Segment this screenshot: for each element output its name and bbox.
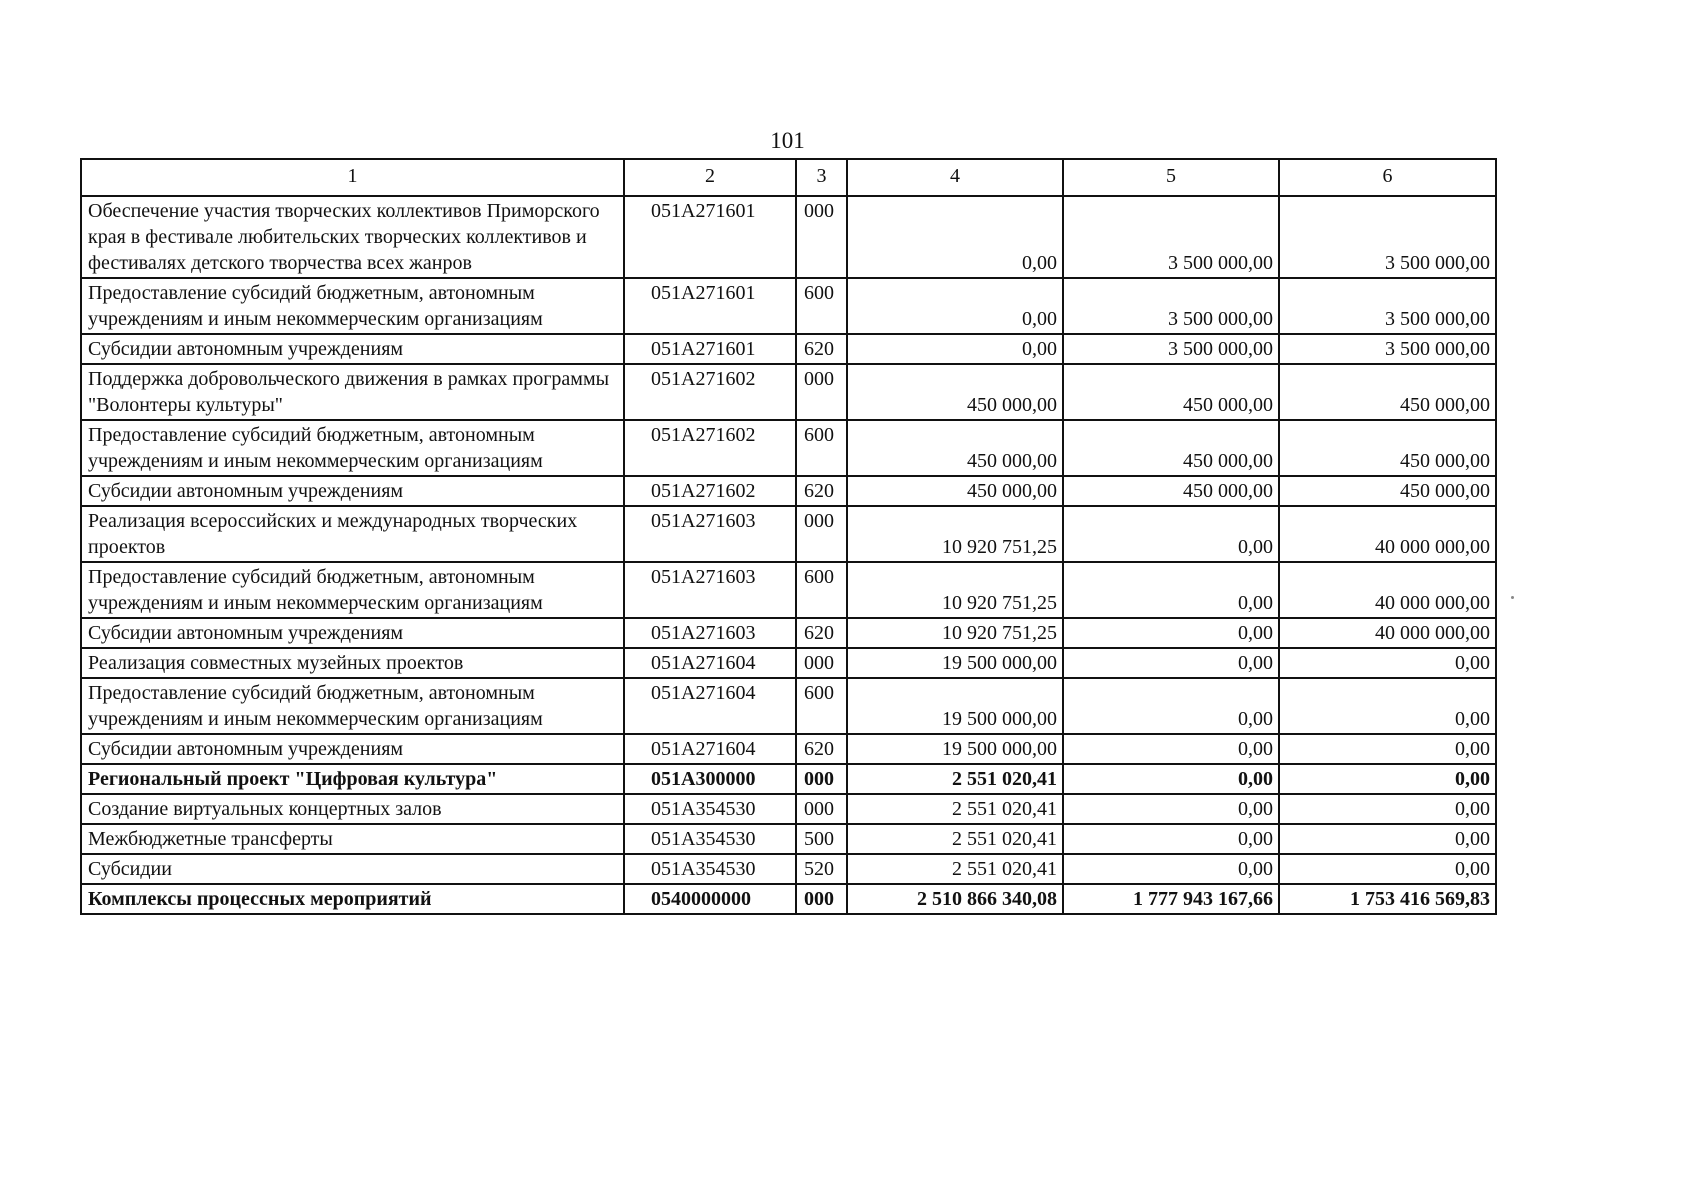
- row-code-cell: 051A271603: [624, 618, 796, 648]
- row-type-cell: 600: [796, 678, 847, 734]
- row-name-cell: Предоставление субсидий бюджетным, автономным учреждениям и иным некоммерческим организациям: [81, 562, 624, 618]
- table-row: [81, 364, 1496, 420]
- row-type-cell: 000: [796, 764, 847, 794]
- row-value-col6-cell: 40 000 000,00: [1279, 562, 1496, 618]
- row-name-cell: Создание виртуальных концертных залов: [81, 794, 624, 824]
- row-value-col5-cell: 0,00: [1063, 764, 1279, 794]
- row-value-col4-cell: 0,00: [847, 278, 1063, 334]
- row-name-cell: Реализация всероссийских и международных творческих проектов: [81, 506, 624, 562]
- table-row: [81, 678, 1496, 734]
- row-value-col5-cell: 0,00: [1063, 562, 1279, 618]
- table-row: [81, 618, 1496, 648]
- row-value-col4-cell: 10 920 751,25: [847, 618, 1063, 648]
- row-code-cell: 051A271604: [624, 648, 796, 678]
- table-header-row: [81, 159, 1496, 196]
- row-type-cell: 000: [796, 196, 847, 278]
- row-code-cell: 051A271601: [624, 334, 796, 364]
- row-value-col4-cell: 10 920 751,25: [847, 562, 1063, 618]
- row-value-col4-cell: 450 000,00: [847, 420, 1063, 476]
- table-row: [81, 334, 1496, 364]
- table-row: [81, 562, 1496, 618]
- row-value-col6-cell: 450 000,00: [1279, 420, 1496, 476]
- row-value-col6-cell: 3 500 000,00: [1279, 334, 1496, 364]
- column-header: 6: [1279, 159, 1496, 196]
- table-row: [81, 196, 1496, 278]
- row-type-cell: 520: [796, 854, 847, 884]
- row-name-cell: Комплексы процессных мероприятий: [81, 884, 624, 914]
- page-number: 101: [770, 128, 805, 153]
- row-value-col5-cell: 450 000,00: [1063, 476, 1279, 506]
- row-code-cell: 051A271602: [624, 364, 796, 420]
- row-name-cell: Поддержка добровольческого движения в рамках программы "Волонтеры культуры": [81, 364, 624, 420]
- row-value-col5-cell: 3 500 000,00: [1063, 196, 1279, 278]
- row-code-cell: 051A271603: [624, 506, 796, 562]
- table-row: [81, 648, 1496, 678]
- row-value-col6-cell: 0,00: [1279, 824, 1496, 854]
- row-value-col4-cell: 2 551 020,41: [847, 794, 1063, 824]
- row-type-cell: 500: [796, 824, 847, 854]
- row-value-col4-cell: 450 000,00: [847, 476, 1063, 506]
- row-type-cell: 620: [796, 334, 847, 364]
- row-value-col5-cell: 0,00: [1063, 648, 1279, 678]
- row-name-cell: Предоставление субсидий бюджетным, автономным учреждениям и иным некоммерческим организациям: [81, 678, 624, 734]
- row-code-cell: 051A271601: [624, 196, 796, 278]
- row-value-col6-cell: 0,00: [1279, 734, 1496, 764]
- row-name-cell: Предоставление субсидий бюджетным, автономным учреждениям и иным некоммерческим организациям: [81, 278, 624, 334]
- row-value-col4-cell: 2 551 020,41: [847, 764, 1063, 794]
- row-name-cell: Субсидии: [81, 854, 624, 884]
- table-body: [81, 159, 1496, 914]
- row-value-col6-cell: 0,00: [1279, 854, 1496, 884]
- table-row: [81, 734, 1496, 764]
- row-type-cell: 600: [796, 278, 847, 334]
- row-code-cell: 051A354530: [624, 794, 796, 824]
- table-row: [81, 884, 1496, 914]
- row-value-col6-cell: 450 000,00: [1279, 364, 1496, 420]
- column-header: 3: [796, 159, 847, 196]
- row-value-col6-cell: 3 500 000,00: [1279, 278, 1496, 334]
- row-type-cell: 000: [796, 884, 847, 914]
- column-header: 5: [1063, 159, 1279, 196]
- row-value-col5-cell: 0,00: [1063, 794, 1279, 824]
- column-header: 1: [81, 159, 624, 196]
- table-row: [81, 764, 1496, 794]
- column-header: 4: [847, 159, 1063, 196]
- row-value-col5-cell: 0,00: [1063, 734, 1279, 764]
- table-row: [81, 854, 1496, 884]
- row-name-cell: Реализация совместных музейных проектов: [81, 648, 624, 678]
- row-value-col4-cell: 19 500 000,00: [847, 678, 1063, 734]
- row-type-cell: 000: [796, 506, 847, 562]
- row-value-col5-cell: 0,00: [1063, 854, 1279, 884]
- row-code-cell: 051A271602: [624, 476, 796, 506]
- row-name-cell: Обеспечение участия творческих коллективов Приморского края в фестивале любительских творческих коллективов и фестивалях детского творчества всех жанров: [81, 196, 624, 278]
- row-type-cell: 620: [796, 476, 847, 506]
- row-value-col6-cell: 0,00: [1279, 764, 1496, 794]
- row-value-col4-cell: 0,00: [847, 196, 1063, 278]
- row-name-cell: Субсидии автономным учреждениям: [81, 476, 624, 506]
- row-value-col5-cell: 3 500 000,00: [1063, 334, 1279, 364]
- row-value-col6-cell: 450 000,00: [1279, 476, 1496, 506]
- table-row: [81, 420, 1496, 476]
- row-value-col6-cell: 40 000 000,00: [1279, 618, 1496, 648]
- row-type-cell: 600: [796, 420, 847, 476]
- row-type-cell: 000: [796, 794, 847, 824]
- row-code-cell: 051A271602: [624, 420, 796, 476]
- table-row: [81, 824, 1496, 854]
- row-code-cell: 051A354530: [624, 854, 796, 884]
- row-code-cell: 051A271601: [624, 278, 796, 334]
- row-value-col5-cell: 0,00: [1063, 618, 1279, 648]
- row-value-col4-cell: 2 551 020,41: [847, 854, 1063, 884]
- row-type-cell: 600: [796, 562, 847, 618]
- row-value-col4-cell: 2 510 866 340,08: [847, 884, 1063, 914]
- row-value-col6-cell: 0,00: [1279, 678, 1496, 734]
- row-value-col5-cell: 450 000,00: [1063, 364, 1279, 420]
- row-value-col6-cell: 0,00: [1279, 648, 1496, 678]
- row-value-col5-cell: 0,00: [1063, 824, 1279, 854]
- row-value-col6-cell: 3 500 000,00: [1279, 196, 1496, 278]
- row-value-col4-cell: 0,00: [847, 334, 1063, 364]
- row-type-cell: 620: [796, 734, 847, 764]
- table-row: [81, 278, 1496, 334]
- row-type-cell: 000: [796, 364, 847, 420]
- row-value-col5-cell: 450 000,00: [1063, 420, 1279, 476]
- row-value-col6-cell: 40 000 000,00: [1279, 506, 1496, 562]
- row-code-cell: 051A300000: [624, 764, 796, 794]
- row-code-cell: 051A271604: [624, 678, 796, 734]
- row-value-col4-cell: 19 500 000,00: [847, 648, 1063, 678]
- table-row: [81, 506, 1496, 562]
- row-type-cell: 620: [796, 618, 847, 648]
- row-code-cell: 051A271604: [624, 734, 796, 764]
- row-name-cell: Субсидии автономным учреждениям: [81, 618, 624, 648]
- row-value-col6-cell: 0,00: [1279, 794, 1496, 824]
- row-name-cell: Субсидии автономным учреждениям: [81, 334, 624, 364]
- row-value-col5-cell: 0,00: [1063, 678, 1279, 734]
- row-value-col4-cell: 450 000,00: [847, 364, 1063, 420]
- row-name-cell: Предоставление субсидий бюджетным, автономным учреждениям и иным некоммерческим организациям: [81, 420, 624, 476]
- column-header: 2: [624, 159, 796, 196]
- row-code-cell: 051A354530: [624, 824, 796, 854]
- row-value-col5-cell: 1 777 943 167,66: [1063, 884, 1279, 914]
- row-value-col4-cell: 19 500 000,00: [847, 734, 1063, 764]
- table-row: [81, 794, 1496, 824]
- row-value-col4-cell: 2 551 020,41: [847, 824, 1063, 854]
- row-type-cell: 000: [796, 648, 847, 678]
- row-name-cell: Межбюджетные трансферты: [81, 824, 624, 854]
- table-row: [81, 476, 1496, 506]
- row-value-col5-cell: 3 500 000,00: [1063, 278, 1279, 334]
- row-value-col4-cell: 10 920 751,25: [847, 506, 1063, 562]
- row-code-cell: 0540000000: [624, 884, 796, 914]
- budget-table: [80, 158, 1497, 915]
- row-name-cell: Субсидии автономным учреждениям: [81, 734, 624, 764]
- row-value-col6-cell: 1 753 416 569,83: [1279, 884, 1496, 914]
- row-value-col5-cell: 0,00: [1063, 506, 1279, 562]
- row-code-cell: 051A271603: [624, 562, 796, 618]
- row-name-cell: Региональный проект "Цифровая культура": [81, 764, 624, 794]
- scan-speck: [1511, 596, 1514, 599]
